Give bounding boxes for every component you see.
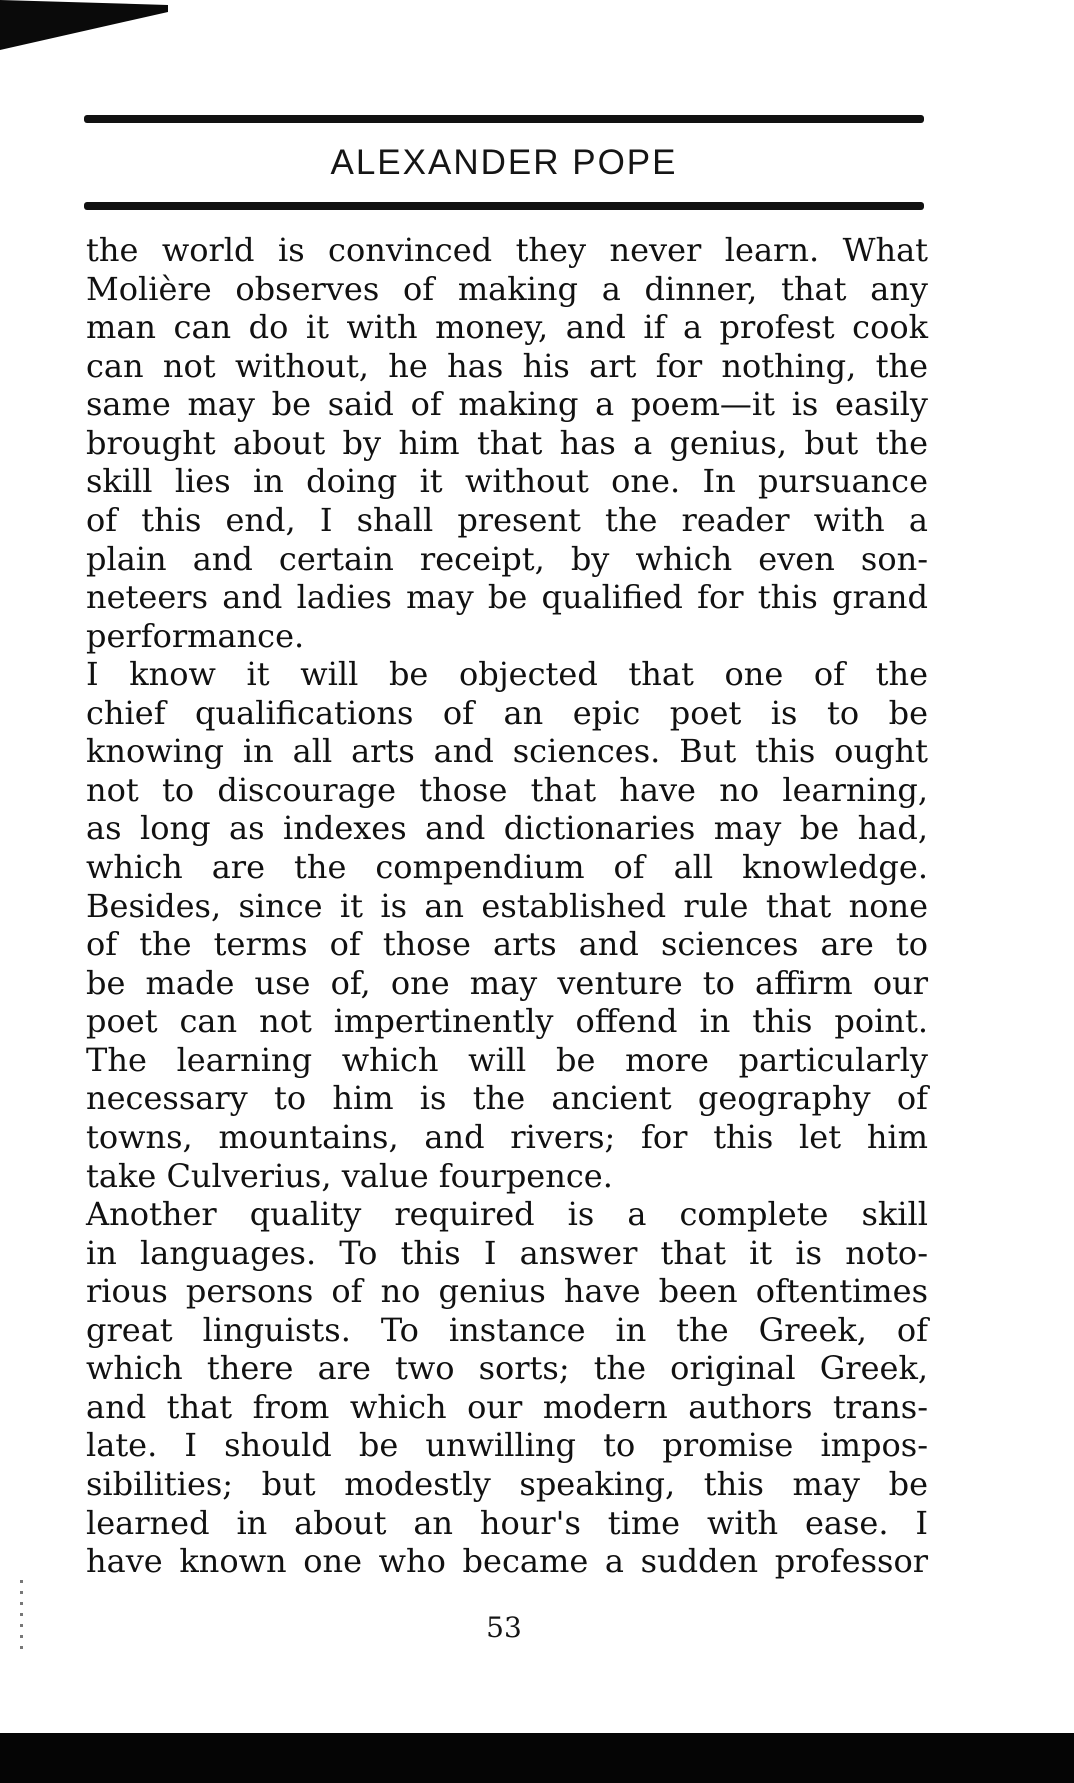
text-line: plain and certain receipt, by which even son-: [86, 539, 928, 578]
text-line: brought about by him that has a genius, but the: [86, 423, 928, 462]
text-line: of this end, I shall present the reader with a: [86, 500, 928, 539]
text-line: late. I should be unwilling to promise impos-: [86, 1426, 928, 1465]
scan-bottom-strip: [0, 1733, 1074, 1783]
text-line: performance.: [86, 616, 305, 655]
text-line: be made use of, one may venture to affirm our: [86, 963, 928, 1002]
text-line: and that from which our modern authors trans-: [86, 1387, 928, 1426]
text-line: knowing in all arts and sciences. But this ought: [86, 732, 928, 771]
text-line: which there are two sorts; the original Greek,: [86, 1349, 928, 1388]
text-line: Besides, since it is an established rule that none: [86, 886, 928, 925]
header-rule-bottom: [84, 202, 924, 210]
text-line: sibilities; but modestly speaking, this may be: [86, 1465, 928, 1503]
text-line: in languages. To this I answer that it is noto-: [86, 1233, 928, 1272]
text-line: as long as indexes and dictionaries may be had,: [86, 809, 928, 848]
text-line: great linguists. To instance in the Greek, of: [86, 1310, 928, 1349]
text-line: skill lies in doing it without one. In pursuance: [86, 462, 928, 501]
text-line: can not without, he has his art for nothing, the: [86, 346, 928, 385]
text-line: same may be said of making a poem—it is easily: [86, 385, 928, 424]
running-header: ALEXANDER POPE: [330, 143, 678, 182]
scan-margin-dots: [20, 1580, 23, 1650]
text-line: necessary to him is the ancient geography of: [86, 1079, 928, 1118]
text-line: I know it will be objected that one of the: [86, 655, 928, 694]
text-line: the world is convinced they never learn. What: [86, 231, 928, 269]
scan-corner-smudge: [0, 0, 168, 50]
body-text: [86, 231, 928, 1581]
text-line: The learning which will be more particularly: [86, 1040, 928, 1079]
text-line: of the terms of those arts and sciences are to: [86, 925, 928, 964]
text-line: learned in about an hour's time with ease. I: [86, 1503, 928, 1542]
text-line: chief qualifications of an epic poet is to be: [86, 693, 928, 732]
text-line: take Culverius, value fourpence.: [86, 1156, 613, 1195]
text-line: poet can not impertinently offend in this point.: [86, 1002, 928, 1041]
header-rule-top: [84, 115, 924, 123]
text-line: towns, mountains, and rivers; for this let him: [86, 1117, 928, 1156]
text-line: rious persons of no genius have been oftentimes: [86, 1272, 928, 1311]
text-line: Another quality required is a complete skill: [86, 1195, 928, 1234]
page-number: 53: [486, 1611, 522, 1644]
text-line: which are the compendium of all knowledge.: [86, 848, 928, 886]
text-line: neteers and ladies may be qualified for this grand: [86, 578, 928, 617]
text-line: man can do it with money, and if a profest cook: [86, 308, 928, 347]
text-line: Molière observes of making a dinner, that any: [86, 269, 928, 308]
text-line: not to discourage those that have no learning,: [86, 770, 928, 809]
text-line: have known one who became a sudden professor: [86, 1542, 928, 1581]
